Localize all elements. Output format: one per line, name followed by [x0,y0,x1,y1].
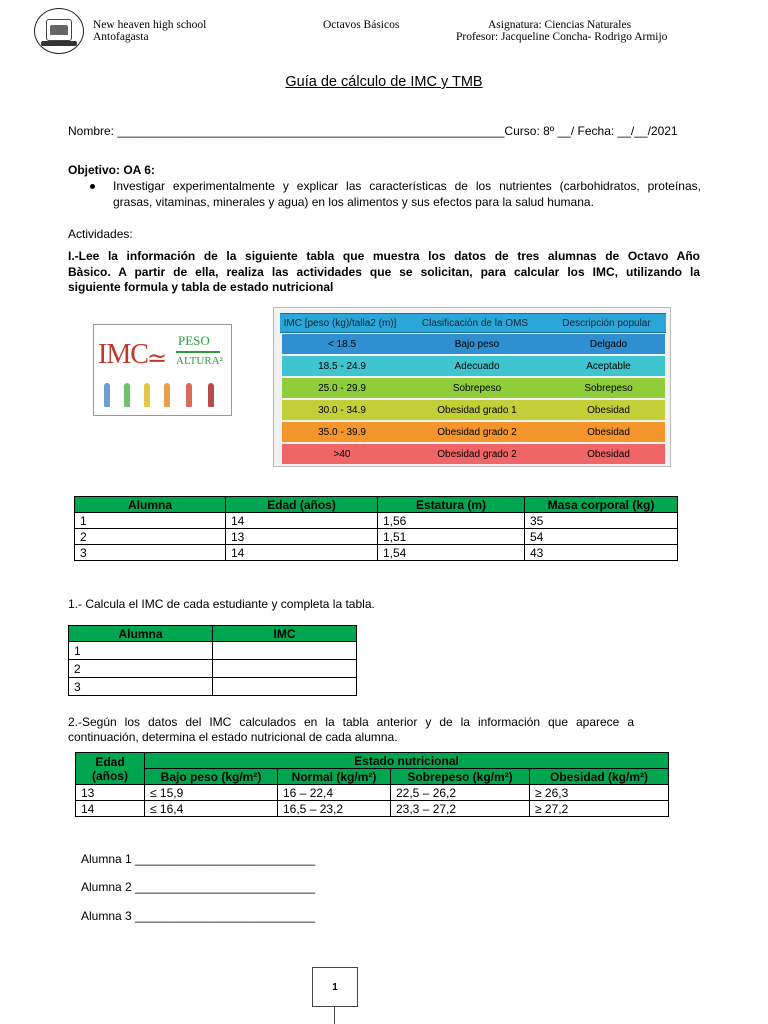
answer-line-alumna-3[interactable]: Alumna 3 ___________________________ [81,909,316,923]
table-cell: 1 [69,642,213,660]
table-row [76,801,669,817]
age-header-line1: Edad [95,754,125,769]
table-cell: 13 [226,529,378,545]
oms-row [282,444,665,464]
table-cell: 16,5 – 23,2 [278,801,391,817]
school-city: Antofagasta [93,31,149,43]
col-header: Obesidad (kg/m²) [530,769,669,785]
table-cell: 1 [75,513,226,529]
logo-banner [41,41,77,46]
oms-range: 30.0 - 34.9 [318,404,366,416]
bullet-icon [90,184,95,189]
oms-class: Obesidad grado 1 [437,404,517,416]
name-course-date-line: Nombre: __________________________________________________________Curso: 8º __/ Fecha: __/__/2021 [68,124,678,138]
oms-range: < 18.5 [327,338,357,350]
activities-label: Actividades: [68,227,133,241]
oms-classification-table [273,307,671,467]
oms-row [282,356,665,376]
oms-range: 35.0 - 39.9 [318,426,366,438]
table-cell: ≥ 27,2 [530,801,669,817]
col-header: IMC [213,626,357,642]
col-header: Bajo peso (kg/m²) [145,769,278,785]
table-cell: 1,56 [378,513,525,529]
body-figure-icon [124,383,130,407]
body-figure-icon [104,383,110,407]
oms-class: Sobrepeso [452,382,502,394]
group-header: Estado nutricional [145,753,669,769]
question-1: 1.- Calcula el IMC de cada estudiante y completa la tabla. [68,597,375,611]
table-cell: 3 [69,678,213,696]
oms-row [282,378,665,398]
col-header: Normal (kg/m²) [278,769,391,785]
table-cell: 3 [75,545,226,561]
oms-desc: Sobrepeso [584,382,633,394]
table-cell: 2 [75,529,226,545]
oms-header-imc: IMC [peso (kg)/talla2 (m)] [283,317,397,329]
age-header [76,753,145,785]
table-cell: 54 [525,529,678,545]
oms-desc: Aceptable [586,360,631,372]
table-cell: 35 [525,513,678,529]
table-row [69,678,357,696]
objective-text-line2: grasas, vitaminas, minerales y agua) en los alimentos y sus efectos para la salud humana. [113,195,594,209]
oms-desc: Obesidad [587,426,630,438]
course-level: Octavos Básicos [323,19,400,31]
col-header: Alumna [69,626,213,642]
page-number-box [312,967,358,1007]
page-number: 1 [332,982,338,993]
oms-header [280,313,666,333]
oms-range: 25.0 - 29.9 [318,382,366,394]
school-name: New heaven high school [93,19,207,31]
oms-desc: Delgado [589,338,628,350]
table-cell: ≥ 26,3 [530,785,669,801]
oms-class: Obesidad grado 2 [437,448,517,460]
subject: Asignatura: Ciencias Naturales [488,19,632,31]
table-cell: 23,3 – 27,2 [391,801,530,817]
oms-header-desc: Descripción popular [562,317,651,329]
imc-answer-table [68,625,357,696]
col-header: Alumna [75,497,226,513]
oms-class: Adecuado [454,360,500,372]
col-header: Edad (años) [226,497,378,513]
table-row [75,545,678,561]
table-row [69,660,357,678]
page-divider [334,1007,335,1024]
table-cell: 14 [226,545,378,561]
imc-formula-image [93,324,232,416]
formula-denominator: ALTURA² [176,355,223,367]
oms-row [282,422,665,442]
page-title: Guía de cálculo de IMC y TMB [285,74,483,90]
book-icon [46,19,72,41]
objective-text-line1: Investigar experimentalmente y explicar las características de los nutrientes (carbohidratos, proteínas, [113,179,701,193]
oms-row [282,400,665,420]
col-header: Estatura (m) [378,497,525,513]
table-cell: 2 [69,660,213,678]
oms-class: Bajo peso [454,338,500,350]
oms-row [282,334,665,354]
table-cell: 1,51 [378,529,525,545]
formula-imc: IMC [98,339,148,370]
table-cell: ≤ 15,9 [145,785,278,801]
col-header: Sobrepeso (kg/m²) [391,769,530,785]
question-2-line1: 2.-Según los datos del IMC calculados en la tabla anterior y de la información que aparece a [68,715,634,729]
body-figure-icon [164,383,170,407]
table-cell: 22,5 – 26,2 [391,785,530,801]
oms-range: >40 [333,448,351,460]
oms-desc: Obesidad [587,448,630,460]
table-row [69,642,357,660]
oms-range: 18.5 - 24.9 [318,360,366,372]
body-figure-icon [144,383,150,407]
nutrition-table [75,752,669,817]
table-cell: 14 [76,801,145,817]
table-row [76,785,669,801]
answer-line-alumna-2[interactable]: Alumna 2 ___________________________ [81,880,316,894]
oms-desc: Obesidad [587,404,630,416]
table-cell: 13 [76,785,145,801]
table-row [75,529,678,545]
col-header: Masa corporal (kg) [525,497,678,513]
oms-class: Obesidad grado 2 [437,426,517,438]
table-cell: 43 [525,545,678,561]
objective-label: Objetivo: OA 6: [68,163,155,177]
imc-answer-cell[interactable] [213,678,357,696]
instruction-line2: Bàsico. A partir de ella, realiza las actividades que se solicitan, para calcular los IMC, utilizando la [68,265,700,279]
equals-icon: ≃ [147,346,168,372]
oms-header-class: Clasificación de la OMS [421,317,529,329]
table-cell: 1,54 [378,545,525,561]
table-row [75,513,678,529]
instruction-line1: I.-Lee la información de la siguiente tabla que muestra los datos de tres alumnas de Octavo Año [68,249,700,263]
age-header-line2: (años) [92,768,128,783]
school-logo [34,8,84,54]
body-figure-icon [208,383,214,407]
answer-line-alumna-1[interactable]: Alumna 1 ___________________________ [81,852,316,866]
table-cell: 14 [226,513,378,529]
instruction-line3: siguiente formula y tabla de estado nutricional [68,280,334,294]
fraction-bar [176,351,220,353]
imc-answer-cell[interactable] [213,642,357,660]
body-figure-icon [186,383,192,407]
table-cell: 16 – 22,4 [278,785,391,801]
students-table [74,496,678,561]
table-cell: ≤ 16,4 [145,801,278,817]
teachers: Profesor: Jacqueline Concha- Rodrigo Armijo [456,31,668,43]
imc-answer-cell[interactable] [213,660,357,678]
formula-numerator: PESO [178,333,210,348]
question-2-line2: continuación, determina el estado nutricional de cada alumna. [68,730,398,744]
